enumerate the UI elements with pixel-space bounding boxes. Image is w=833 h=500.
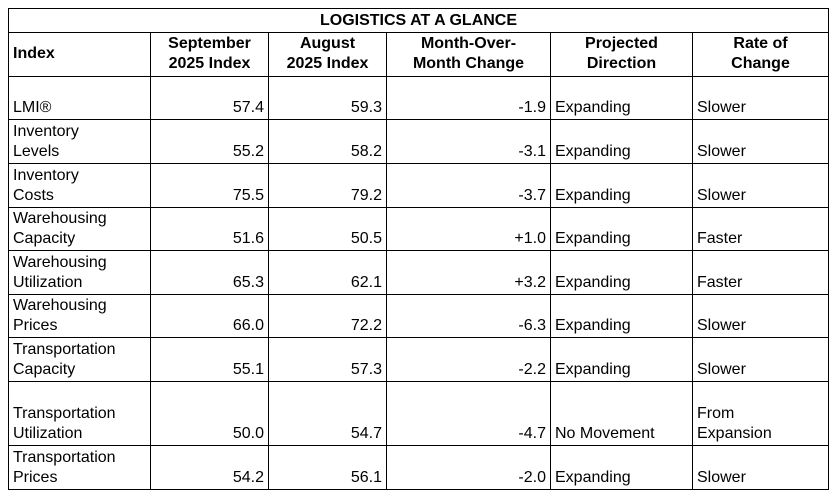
row-direction: Expanding xyxy=(551,77,693,120)
row-rate: Slower xyxy=(693,164,829,208)
row-change: +1.0 xyxy=(387,208,551,251)
row-rate: From Expansion xyxy=(693,382,829,446)
table-row xyxy=(9,120,829,164)
row-index: Transportation Prices xyxy=(9,446,151,490)
table-row xyxy=(9,446,829,490)
table-row xyxy=(9,164,829,208)
row-change: -2.2 xyxy=(387,338,551,382)
table-row xyxy=(9,295,829,338)
row-rate: Faster xyxy=(693,208,829,251)
header-rate: Rate of Change xyxy=(693,33,829,77)
row-change: -3.7 xyxy=(387,164,551,208)
row-september: 51.6 xyxy=(151,208,269,251)
row-direction: No Movement xyxy=(551,382,693,446)
row-rate: Slower xyxy=(693,77,829,120)
table-row xyxy=(9,208,829,251)
row-index: Transportation Utilization xyxy=(9,382,151,446)
row-august: 58.2 xyxy=(269,120,387,164)
row-september: 55.1 xyxy=(151,338,269,382)
row-rate: Slower xyxy=(693,295,829,338)
row-change: +3.2 xyxy=(387,251,551,295)
row-index: Warehousing Prices xyxy=(9,295,151,338)
row-september: 54.2 xyxy=(151,446,269,490)
row-august: 56.1 xyxy=(269,446,387,490)
row-direction: Expanding xyxy=(551,208,693,251)
row-august: 62.1 xyxy=(269,251,387,295)
row-september: 66.0 xyxy=(151,295,269,338)
row-change: -1.9 xyxy=(387,77,551,120)
row-direction: Expanding xyxy=(551,446,693,490)
table-title: LOGISTICS AT A GLANCE xyxy=(9,9,829,33)
table-row xyxy=(9,338,829,382)
header-change: Month-Over- Month Change xyxy=(387,33,551,77)
row-change: -3.1 xyxy=(387,120,551,164)
table-row xyxy=(9,251,829,295)
row-rate: Slower xyxy=(693,338,829,382)
header-index: Index xyxy=(9,33,151,77)
row-september: 50.0 xyxy=(151,382,269,446)
row-direction: Expanding xyxy=(551,120,693,164)
row-direction: Expanding xyxy=(551,164,693,208)
row-rate: Slower xyxy=(693,446,829,490)
row-rate: Slower xyxy=(693,120,829,164)
header-direction: Projected Direction xyxy=(551,33,693,77)
row-september: 75.5 xyxy=(151,164,269,208)
row-august: 59.3 xyxy=(269,77,387,120)
row-index: Inventory Levels xyxy=(9,120,151,164)
row-august: 72.2 xyxy=(269,295,387,338)
row-august: 79.2 xyxy=(269,164,387,208)
row-direction: Expanding xyxy=(551,251,693,295)
row-september: 55.2 xyxy=(151,120,269,164)
row-index: Transportation Capacity xyxy=(9,338,151,382)
table-row xyxy=(9,77,829,120)
header-august: August 2025 Index xyxy=(269,33,387,77)
logistics-table xyxy=(8,8,829,490)
row-september: 65.3 xyxy=(151,251,269,295)
table-row xyxy=(9,382,829,446)
row-change: -6.3 xyxy=(387,295,551,338)
header-september: September 2025 Index xyxy=(151,33,269,77)
row-direction: Expanding xyxy=(551,338,693,382)
row-change: -2.0 xyxy=(387,446,551,490)
row-direction: Expanding xyxy=(551,295,693,338)
row-index: Warehousing Capacity xyxy=(9,208,151,251)
row-august: 54.7 xyxy=(269,382,387,446)
row-change: -4.7 xyxy=(387,382,551,446)
row-rate: Faster xyxy=(693,251,829,295)
row-index: LMI® xyxy=(9,77,151,120)
row-august: 50.5 xyxy=(269,208,387,251)
row-index: Warehousing Utilization xyxy=(9,251,151,295)
row-august: 57.3 xyxy=(269,338,387,382)
row-index: Inventory Costs xyxy=(9,164,151,208)
row-september: 57.4 xyxy=(151,77,269,120)
